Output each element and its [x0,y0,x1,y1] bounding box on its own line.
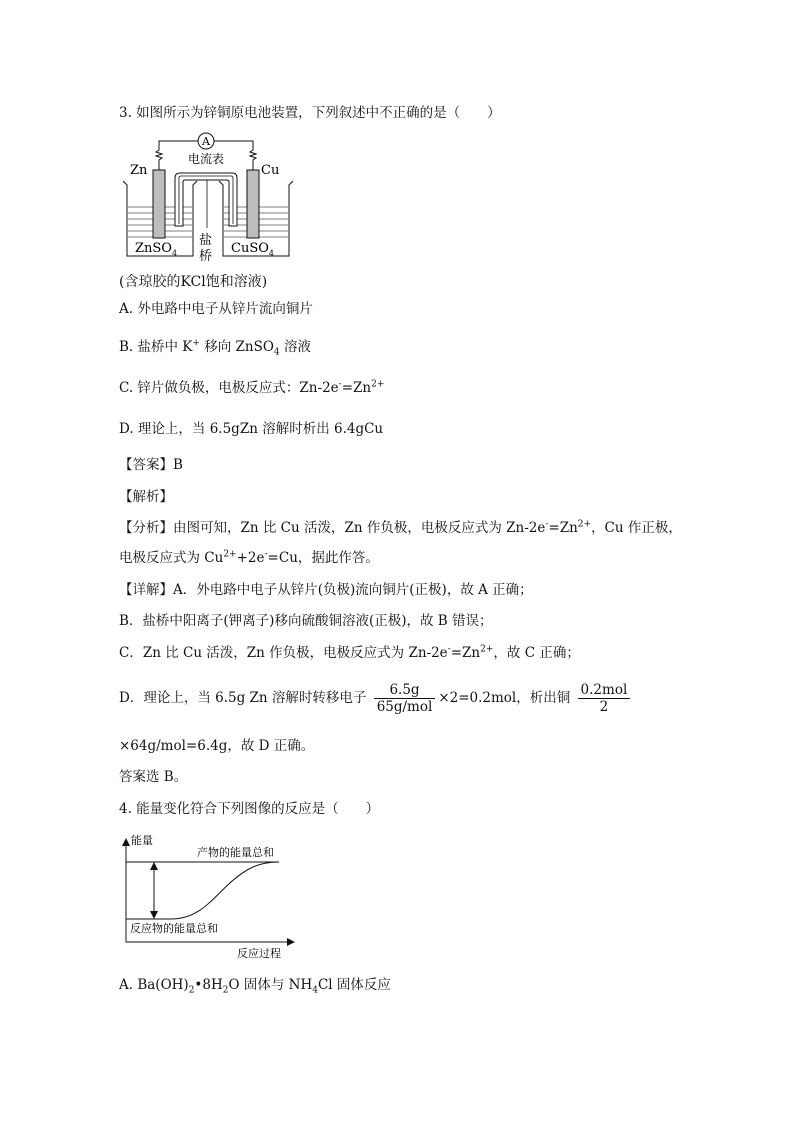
analysis-title: 【解析】 [119,489,173,505]
salt-bridge-label-1: 盐 [199,233,213,248]
x-axis-label: 反应过程 [237,947,281,960]
analysis-line-2: 电极反应式为 $Cu^{2+}+2e^-=Cu$，据此作答。 [119,549,379,566]
answer: 【答案】B [119,457,183,473]
q3-stem: 3. 如图所示为锌铜原电池装置，下列叙述中不正确的是（ ） [119,105,501,121]
energy-curve [171,862,279,919]
fraction-mass-over-molar: $\frac{6.5g}{\text{65g/mol}}$ [374,682,436,715]
option-a: A. 外电路中电子从锌片流向铜片 [119,301,313,317]
y-axis-label: 能量 [131,834,153,847]
fraction-moles-over-two: $\frac{\text{0.2mol}}{2}$ [578,682,631,715]
option-c: C. 锌片做负极，电极反应式：$Zn-2e^-=Zn^{2+}$ [119,379,385,396]
znso4-label: ZnSO$_4$ [135,241,178,258]
products-label: 产物的能量总和 [197,846,274,859]
q4-stem: 4. 能量变化符合下列图像的反应是（ ） [119,801,380,817]
detail-d: D．理论上，当 6.5g Zn 溶解时转移电子 $\frac{6.5g}{\text{65g/mol}}$ ×2=0.2mol，析出铜 $\frac{\text{0.2mol}}{2}$ [119,682,633,715]
zn-electrode [153,170,165,238]
detail-c: C．Zn 比 Cu 活泼，Zn 作负极，电极反应式为 $Zn-2e^-=Zn^{2+}$，故 C 正确； [119,644,580,661]
detail-b: B．盐桥中阳离子(钾离子)移向硫酸铜溶液(正极)，故 B 错误； [119,613,493,629]
option-b: B. 盐桥中 K+ 移向 ZnSO$_4$ 溶液 [119,338,311,358]
detail-a: 【详解】A．外电路中电子从锌片(负极)流向铜片(正极)，故 A 正确； [119,582,533,598]
galvanic-cell-figure [119,128,299,268]
cu-label: Cu [261,163,280,178]
zn-label: Zn [130,163,148,178]
detail-d-cont: ×64g/mol=6.4g，故 D 正确。 [119,738,315,754]
ammeter-symbol: A [202,135,210,148]
analysis-line-1: 【分析】由图可知，Zn 比 Cu 活泼，Zn 作负极，电极反应式为 $Zn-2e^-=Zn^{2+}$，Cu 作正极， [119,519,682,536]
reactants-label: 反应物的能量总和 [130,922,218,935]
salt-bridge-label-2: 桥 [199,249,213,264]
figure-caption: (含琼胶的KCl饱和溶液) [119,274,268,290]
q4-option-a: A. $Ba(OH)_2•8H_2O$ 固体与 $NH_4Cl$ 固体反应 [119,977,391,996]
option-d: D. 理论上，当 6.5gZn 溶解时析出 6.4gCu [119,421,384,437]
cuso4-label: CuSO$_4$ [231,241,274,258]
final-answer: 答案选 B。 [119,769,188,785]
cu-electrode [247,170,259,238]
energy-diagram [119,830,299,962]
ammeter-label: 电流表 [187,152,225,166]
